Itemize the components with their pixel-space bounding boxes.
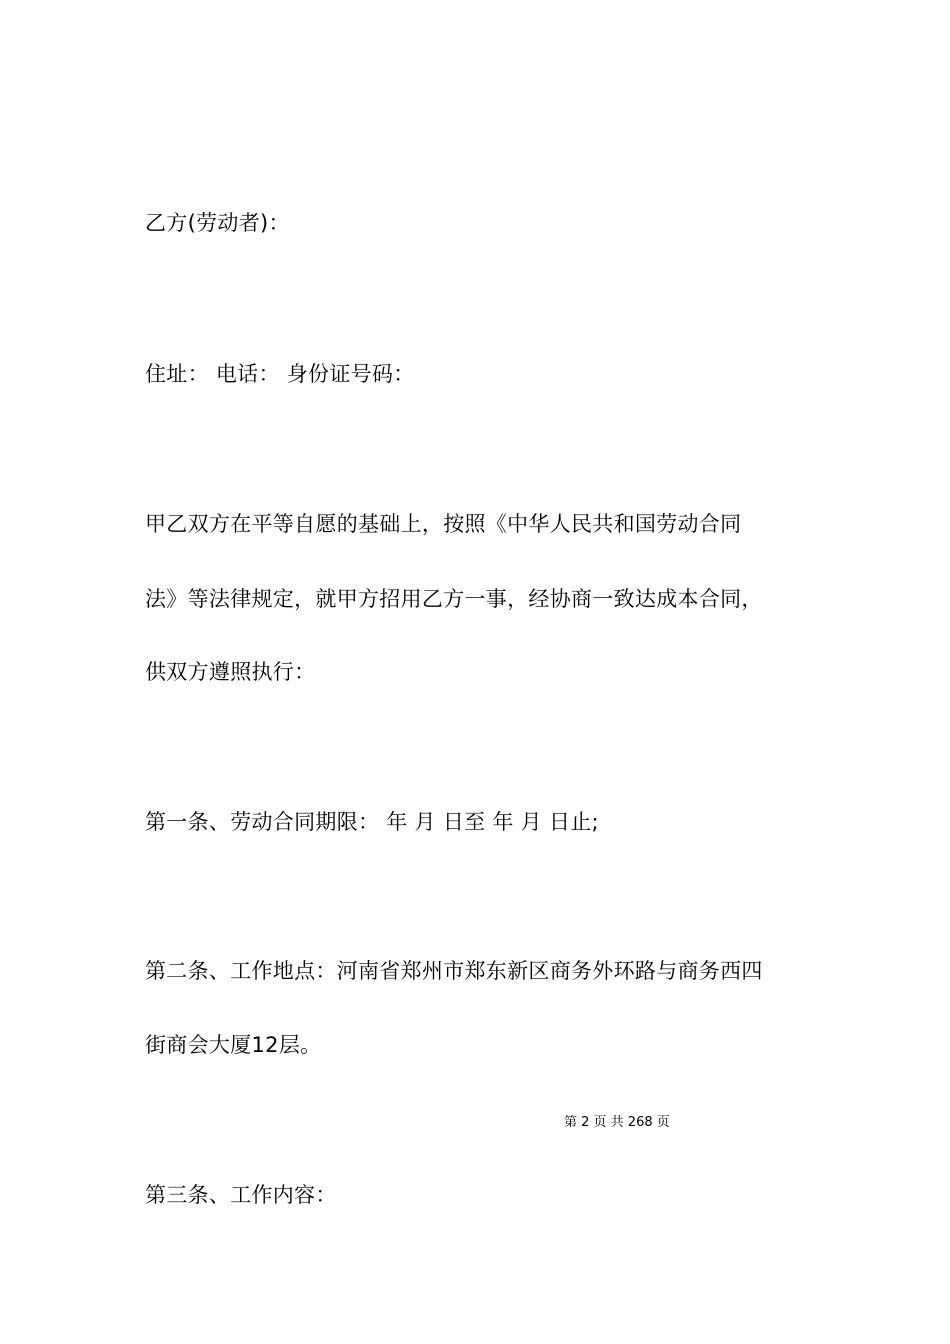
preamble-line-3: 供双方遵照执行： [145, 660, 316, 684]
contact-info-line: 住址： 电话： 身份证号码： [145, 362, 415, 386]
article-2-location-line-1: 第二条、工作地点：河南省郑州市郑东新区商务外环路与商务西四 [145, 959, 763, 983]
article-2-location-line-2: 街商会大厦12层。 [145, 1033, 322, 1057]
preamble-line-1: 甲乙双方在平等自愿的基础上，按照《中华人民共和国劳动合同 [145, 512, 742, 536]
article-3-work-content: 第三条、工作内容： [145, 1183, 337, 1207]
preamble-line-2: 法》等法律规定，就甲方招用乙方一事，经协商一致达成本合同， [145, 587, 763, 611]
party-b-label: 乙方(劳动者)： [145, 211, 290, 235]
article-1-term: 第一条、劳动合同期限： 年 月 日至 年 月 日止; [145, 810, 599, 834]
page-number-footer: 第 2 页 共 268 页 [564, 1115, 670, 1130]
